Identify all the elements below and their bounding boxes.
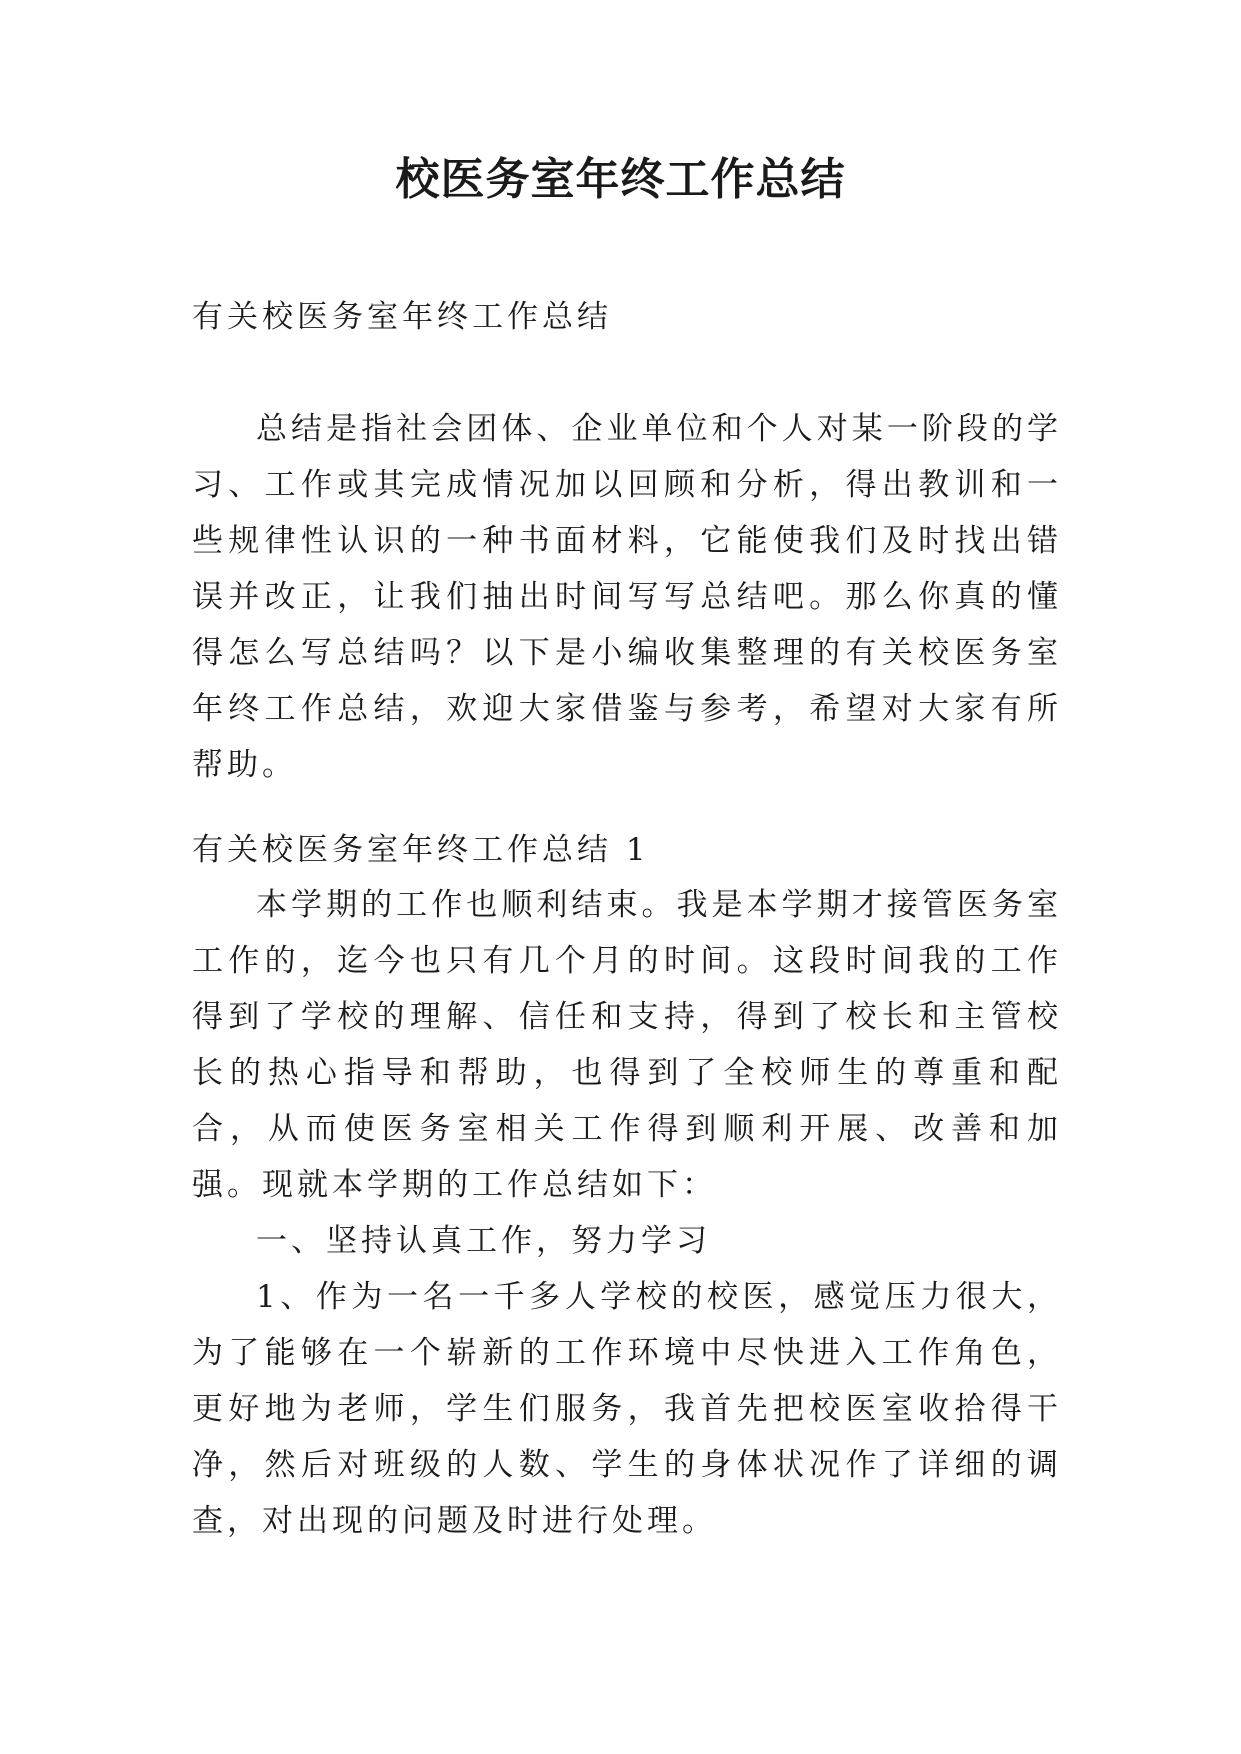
- document-subtitle: 有关校医务室年终工作总结: [192, 299, 612, 335]
- body-paragraph: 1、作为一名一千多人学校的校医，感觉压力很大，为了能够在一个崭新的工作环境中尽快进入工作角色，更好地为老师，学生们服务，我首先把校医室收拾得干净，然后对班级的人数、学生的身体状况作了详细的调查，对出现的问题及时进行处理。: [192, 1279, 1062, 1539]
- section-heading: 有关校医务室年终工作总结 1: [192, 832, 650, 868]
- section-body: [192, 877, 1062, 1549]
- intro-paragraph: 总结是指社会团体、企业单位和个人对某一阶段的学习、工作或其完成情况加以回顾和分析，得出教训和一些规律性认识的一种书面材料，它能使我们及时找出错误并改正，让我们抽出时间写写总结吧。那么你真的懂得怎么写总结吗？以下是小编收集整理的有关校医务室年终工作总结，欢迎大家借鉴与参考，希望对大家有所帮助。: [192, 411, 1062, 783]
- document-title: 校医务室年终工作总结: [395, 154, 846, 205]
- subsection-heading: 一、坚持认真工作，努力学习: [256, 1223, 711, 1259]
- body-paragraph: 本学期的工作也顺利结束。我是本学期才接管医务室工作的，迄今也只有几个月的时间。这段时间我的工作得到了学校的理解、信任和支持，得到了校长和主管校长的热心指导和帮助，也得到了全校师生的尊重和配合，从而使医务室相关工作得到顺利开展、改善和加强。现就本学期的工作总结如下：: [192, 887, 1062, 1203]
